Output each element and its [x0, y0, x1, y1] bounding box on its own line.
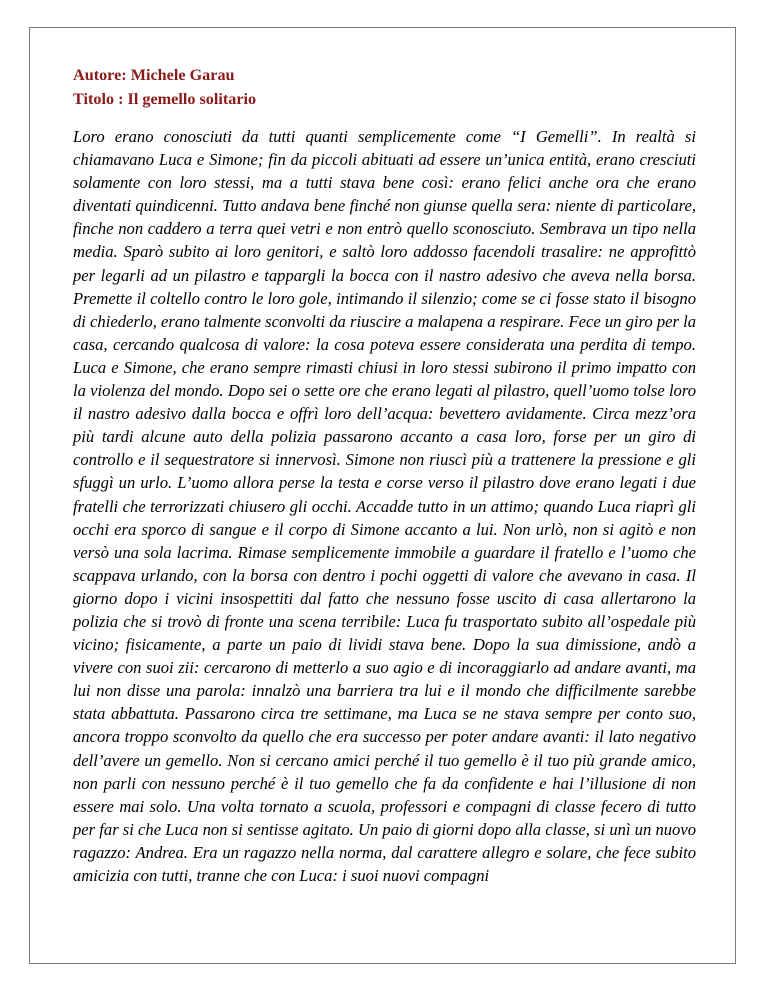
document-content	[73, 63, 696, 887]
author-line: Autore: Michele Garau	[73, 66, 235, 84]
story-paragraph: Loro erano conosciuti da tutti quanti semplicemente come “I Gemelli”. In realtà si chiamavano Luca e Simone; fin da piccoli abituati ad essere un’unica entità, erano cresciuti solamente con loro stessi, ma a tutti stava bene così: erano felici anche ora che erano diventati quindicenni. Tutto andava bene finché non giunse quella sera: niente di particolare, finche non caddero a terra quei vetri e non entrò quello sconosciuto. Sembrava un tipo nella media. Sparò subito ai loro genitori, e saltò loro addosso facendoli trasalire: ne approfittò per legarli ad un pilastro e tappargli la bocca con il nastro adesivo che aveva nella borsa. Premette il coltello contro le loro gole, intimando il silenzio; come se ci fosse stato il bisogno di chiederlo, erano talmente sconvolti da riuscire a malapena a respirare. Fece un giro per la casa, cercando qualcosa di valore: la cosa poteva essere considerata una perdita di tempo. Luca e Simone, che erano sempre rimasti chiusi in loro stessi subirono il primo impatto con la violenza del mondo. Dopo sei o sette ore che erano legati al pilastro, quell’uomo tolse loro il nastro adesivo dalla bocca e offrì loro dell’acqua: bevettero avidamente. Circa mezz’ora più tardi alcune auto della polizia passarono accanto a casa loro, forse per un giro di controllo e il sequestratore si innervosì. Simone non riuscì più a trattenere la pressione e gli sfuggì un urlo. L’uomo allora perse la testa e corse verso il pilastro dove erano legati i due fratelli che terrorizzati chiusero gli occhi. Accadde tutto in un attimo; quando Luca riaprì gli occhi era sporco di sangue e il corpo di Simone accanto a lui. Non urlò, non si agitò e non versò una sola lacrima. Rimase semplicemente immobile a guardare il fratello e l’uomo che scappava urlando, con la borsa con dentro i pochi oggetti di valore che avevano in casa. Il giorno dopo i vicini insospettiti dal fatto che nessuno fosse uscito di casa allertarono la polizia che si trovò di fronte una scena terribile: Luca fu trasportato subito all’ospedale più vicino; fisicamente, a parte un paio di lividi stava bene. Dopo la sua dimissione, andò a vivere con suoi zii: cercarono di metterlo a suo agio e di incoraggiarlo ad andare avanti, ma lui non disse una parola: innalzò una barriera tra lui e il mondo che difficilmente sarebbe stata abbattuta. Passarono circa tre settimane, ma Luca se ne stava sempre per conto suo, ancora troppo sconvolto da quello che era successo per poter andare avanti: il lato negativo dell’avere un gemello. Non si cercano amici perché il tuo gemello è il tuo più grande amico, non parli con nessuno perché è il tuo gemello che fa da confidente e hai l’illusione di non essere mai solo. Una volta tornato a scuola, professori e compagni di classe fecero di tutto per far si che Luca non si sentisse agitato. Un paio di giorni dopo alla classe, si unì un nuovo ragazzo: Andrea. Era un ragazzo nella norma, dal carattere allegro e solare, che fece subito amicizia con tutti, tranne che con Luca: i suoi nuovi compagni	[73, 127, 696, 885]
title-line: Titolo : Il gemello solitario	[73, 90, 257, 108]
